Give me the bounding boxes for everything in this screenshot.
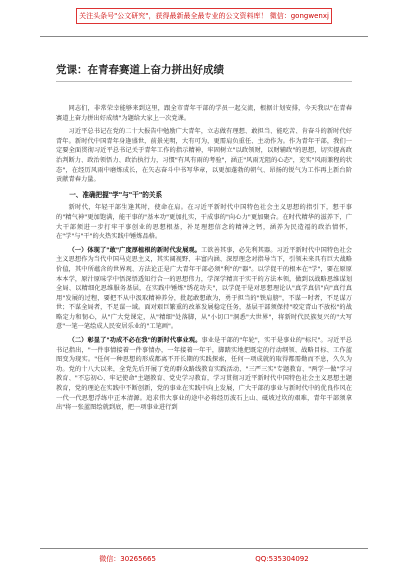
- footer-qq: QQ:535304092: [255, 555, 309, 563]
- subsection-lead: （二）彰显了"功成不必在我"的新时代事业观。: [68, 337, 202, 345]
- body-paragraph: [56, 246, 352, 332]
- paragraph-text: 事业是干部的"年轮"，实干是事业的"标尺"。习近平总书记指出，"一件事情接着一件事情办，一年接着一年干，脚踏实地把既定的行动纲领、战略目标、工作蓝图变为现实。"任何一种思想的形成都离不开长期的实践探索，任何一项成就的取得都需勤而不息，久久为功。党的十八大以来，全党先后开展了党的群众路线教育实践活动、"三严三实"专题教育、"两学一做"学习教育、"不忘初心、牢记使命"主题教育、党史学习教育，学习贯彻习近平新时代中国特色社会主义思想主题教育，党的理论在实践中不断创新，党的事业在实践中向上发展，广大干部的事业与新时代中的优良作风在一代一代思想浮练中正本清源。追求伟大事业的途中必将经历波石上山、砥坡过坎的艰难，青年干部须拿出"将一张蓝图绘就到底，把一项事业进行到: [56, 337, 353, 412]
- section-heading: 一、准确把握"学"与"干"的关系: [69, 190, 163, 199]
- title-divider: [56, 81, 352, 82]
- header-divider: [40, 36, 368, 37]
- document-body: [56, 104, 352, 417]
- promo-banner: 关注头条号"公文研究"，获得最新最全最专业的公文资料库！ 微信：gongwenxj: [76, 8, 332, 24]
- page-footer: [0, 552, 408, 566]
- body-paragraph: 同志们，非常荣幸能够来到这里，跟全市青年干部的学员一起交流，根据计划安排，今天我以"在青春赛道上奋力拼出好成绩"为题给大家上一次党课。: [56, 105, 352, 122]
- document-title: 党课：在青春赛道上奋力拼出好成绩: [56, 64, 224, 76]
- body-paragraph: [56, 336, 352, 413]
- subsection-lead: （一）体现了"敢"广度厚植根的新时代发展观。: [68, 246, 201, 254]
- body-paragraph: 习近平总书记在党的二十大报告中勉励广大青年，立志做有理想、敢担当、能吃苦、肯奋斗的新时代好青年。新时代中国青年身逢盛世，前景光明，大有可为，更需肩负重任、主动作为。作为青年干部，我们一定要全面贯彻习近平总书记关于青年工作的指示精神，牢固树立"以政领财，以财辅政"的思想，切实提高政治判断力、政治领悟力、政治执行力，习惯"有风有雨的考验"，涵正"风雨无阻的心态"，充实"风雨兼程的状态"，在经历风雨中磨炼成长，在矢志奋斗中书写华章，以更加蓬勃的朝气、昂扬的锐气为工作再上新台阶贡献青春力量。: [56, 128, 352, 184]
- paragraph-text: 工欲善其事，必先利其器。习近平新时代中国特色社会主义思想作为当代中国马克思主义，其实阔视野、丰富内涵、深厚理念对指导当下，引领未来具有巨大战略价值，其中所蕴含的世界观、方法论正是广大青年干部必须"利"的"器"。以学促干的根本在"学"，要在原原本本学，原汁原味学中悟深悟透知行合一的思想伟力，学深学精言于实干的方法本领，做到以战略思维谋划全局、以精细化思维服务基层，在实践中锤炼"绣花功夫"，以学促干是对思想理论认"真学真信"向"真行真用"发展的过程，要把不从中汲取精神养分，批起敢想敢为，勇于担当的"铁肩膀"，不谋一时者，不足谋万世；不谋全局者，不足谋一域。面对艰巨繁重的改革发展稳定任务，基层干部须保持"咬定青山不放松"的战略定力和韧心，从"广大党课定，从"精细"处落脚，从"小切口"洞悉"大世界"，将新时代民族复兴的"大写意"一笔一笔绘成人民安居乐业的"工笔画"。: [56, 246, 352, 331]
- footer-divider: [40, 548, 368, 549]
- footer-wechat: 微信：30265665: [99, 555, 156, 563]
- body-paragraph: 新时代，年轻干部生逢其时，使命在肩。在习近平新时代中国特色社会主义思想的指引下，想干事的"精气神"更加饱满，能干事的"基本功"更加扎实，干成事的"向心力"更加聚合。在时代精华的滋养下，广大干部须进一步打牢干事创业的思想根基，补足理想信念的精神之钙，涵养为民造福的政治情怀，在"学"与"干"的火热实践中锤炼品格。: [56, 204, 352, 241]
